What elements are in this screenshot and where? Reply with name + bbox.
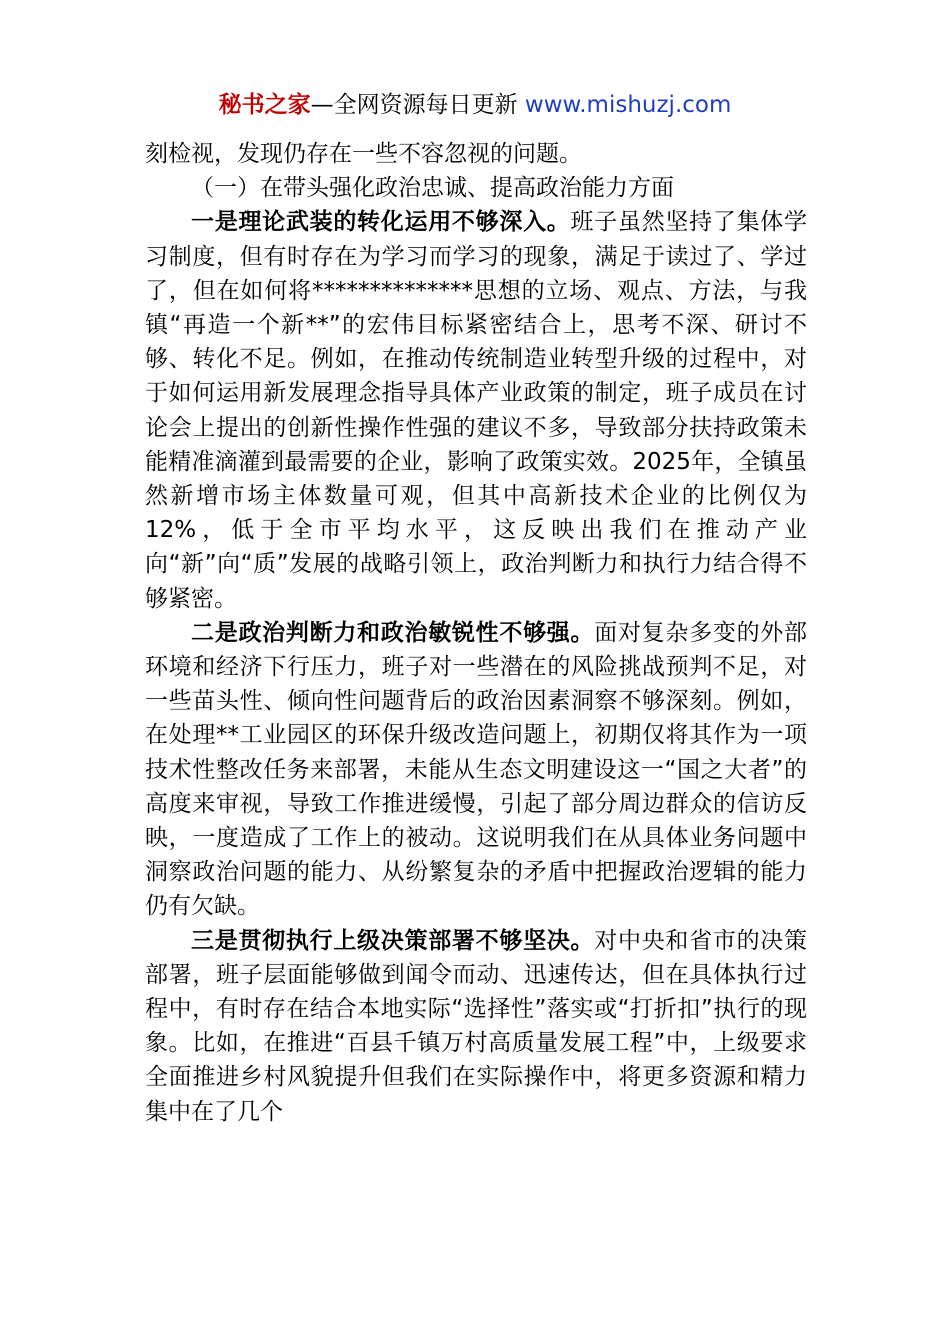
brand-name: 秘书之家 xyxy=(218,92,311,118)
paragraph-1 xyxy=(145,205,807,615)
paragraph-continuation: 刻检视，发现仍存在一些不容忽视的问题。 xyxy=(145,141,582,167)
site-url-link[interactable]: www.mishuzj.com xyxy=(524,92,732,118)
section-title: （一）在带头强化政治忠诚、提高政治能力方面 xyxy=(191,175,674,202)
paragraph-3-body: 对中央和省市的决策部署，班子层面能够做到闻令而动、迅速传达，但在具体执行过程中，有时存在结合本地实际“选择性”落实或“打折扣”执行的现象。比如，在推进“百县千镇万村高质量发展工程”中，上级要求全面推进乡村风貌提升但我们在实际操作中，将更多资源和精力集中在了几个 xyxy=(145,927,808,1125)
paragraph-1-body: 班子虽然坚持了集体学习制度，但有时存在为学习而学习的现象，满足于读过了、学过了，但在如何将**************思想的立场、观点、方法，与我镇“再造一个新**”的宏伟目标紧密结合上，思考不深、研讨不够、转化不足。例如，在推动传统制造业转型升级的过程中，对于如何运用新发展理念指导具体产业政策的制定，班子成员在讨论会上提出的创新性操作性强的建议不多，导致部分扶持政策未能精准滴灌到最需要的企业，影响了政策实效。2025年，全镇虽然新增市场主体数量可观，但其中高新技术企业的比例仅为12%，低于全市平均水平，这反映出我们在推动产业向“新”向“质”发展的战略引领上，政治判断力和执行力结合得不够紧密。 xyxy=(145,209,808,612)
paragraph-1-heading: 一是理论武装的转化运用不够深入。 xyxy=(191,209,571,236)
paragraph-3-heading: 三是贯彻执行上级决策部署不够坚决。 xyxy=(191,927,595,954)
paragraph-2-body: 面对复杂多变的外部环境和经济下行压力，班子对一些潜在的风险挑战预判不足，对一些苗头性、倾向性问题背后的政治因素洞察不够深刻。例如，在处理**工业园区的环保升级改造问题上，初期仅将其作为一项技术性整改任务来部署，未能从生态文明建设这一“国之大者”的高度来审视，导致工作推进缓慢，引起了部分周边群众的信访反映，一度造成了工作上的被动。这说明我们在从具体业务问题中洞察政治问题的能力、从纷繁复杂的矛盾中把握政治逻辑的能力仍有欠缺。 xyxy=(145,619,808,920)
page-header xyxy=(0,88,950,122)
document-body xyxy=(145,137,807,1129)
paragraph-2 xyxy=(145,616,807,924)
paragraph-3 xyxy=(145,924,807,1129)
paragraph-2-heading: 二是政治判断力和政治敏锐性不够强。 xyxy=(191,619,595,646)
header-slogan: —全网资源每日更新 xyxy=(310,92,525,118)
